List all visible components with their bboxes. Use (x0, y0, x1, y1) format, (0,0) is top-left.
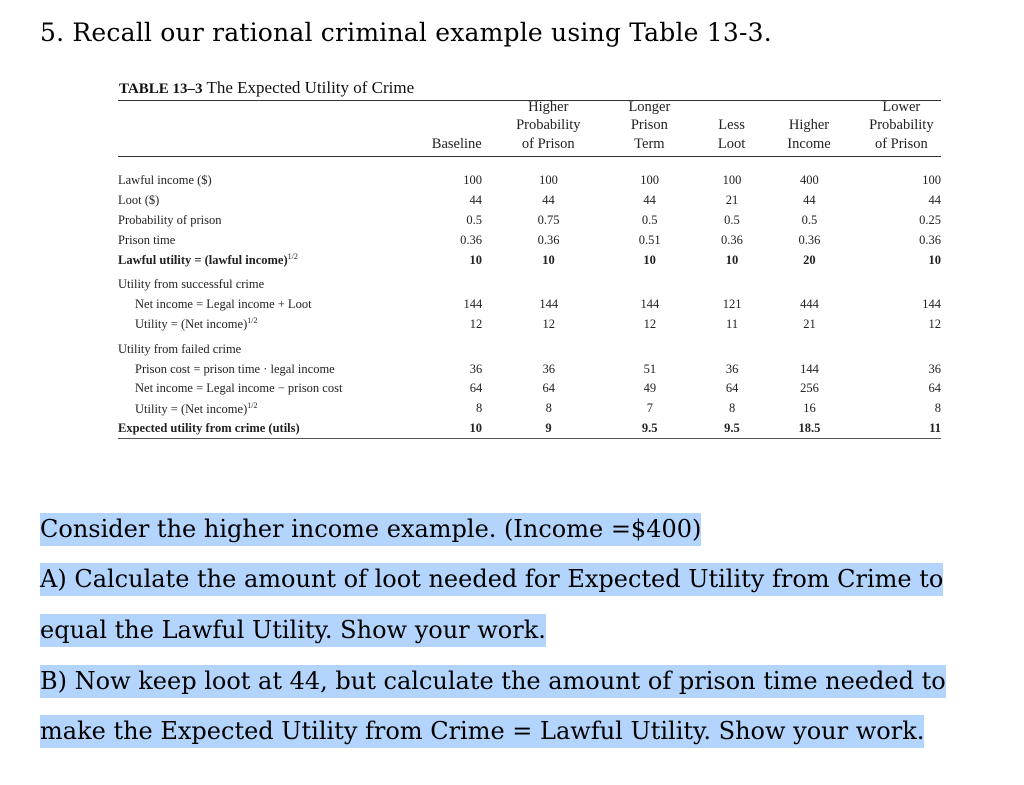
table-cell: 144 (463, 297, 483, 312)
table-cell: 64 (469, 381, 483, 396)
row-label (118, 277, 405, 292)
column-header-0 (404, 98, 484, 154)
table-cell: 144 (922, 297, 941, 312)
column-header-line: Loot (717, 135, 746, 152)
column-header-line (404, 98, 481, 117)
row-label-text: Net income = Legal income − prison cost (135, 381, 343, 396)
table-cell: 0.36 (721, 232, 743, 247)
column-header-line: Baseline (431, 135, 482, 152)
row-label-text: Utility from failed crime (118, 341, 242, 356)
table-cell: 0.5 (466, 212, 482, 227)
table-cell: 0.5 (724, 212, 740, 227)
column-header-2 (606, 98, 693, 154)
table-body (118, 98, 942, 438)
question-line-text: A) Calculate the amount of loot needed for Expected Utility from Crime to (40, 563, 943, 596)
row-label (118, 297, 405, 312)
row-label-text: Utility from successful crime (118, 277, 265, 292)
row-label (118, 381, 405, 396)
column-header-line: of Prison (521, 135, 575, 152)
question-line (40, 565, 943, 593)
row-label-text: Probability of prison (118, 212, 222, 227)
row-label-text: Prison time (118, 232, 176, 247)
table-cell: 9.5 (724, 420, 740, 435)
table-cell: 256 (800, 381, 819, 396)
table-cell: 12 (928, 316, 941, 331)
table-cell: 12 (643, 316, 657, 331)
column-header-1 (485, 98, 606, 154)
column-header-line: Income (787, 135, 831, 152)
table-cell: 18.5 (798, 420, 821, 435)
table-row (118, 339, 941, 359)
row-label-superscript: 1/2 (287, 252, 298, 261)
column-header-line: Term (634, 135, 665, 152)
table-row (118, 230, 941, 250)
table-row (118, 250, 941, 270)
table-cell: 10 (469, 420, 482, 435)
question-line (40, 667, 946, 695)
row-label-text: Utility = (Net income) (135, 317, 248, 332)
question-line-text: make the Expected Utility from Crime = Lawful Utility. Show your work. (40, 715, 924, 748)
table-cell: 400 (800, 173, 819, 188)
row-label (118, 233, 405, 248)
table-cell: 20 (803, 252, 816, 267)
table-cell: 11 (726, 316, 739, 331)
table-row (118, 191, 941, 211)
row-label (118, 401, 405, 417)
table-cell: 12 (469, 316, 483, 331)
row-label (118, 173, 405, 188)
table-cell: 12 (542, 316, 556, 331)
table-cell: 10 (469, 252, 482, 267)
column-header-3 (693, 98, 770, 154)
question-line (40, 515, 701, 543)
table-cell: 0.36 (460, 232, 482, 247)
table-cell: 9 (545, 420, 552, 435)
question-line-text: equal the Lawful Utility. Show your work. (40, 614, 546, 647)
table-row (118, 295, 941, 315)
row-label (118, 193, 405, 208)
header-gap (118, 157, 941, 171)
column-header-line: of Prison (874, 135, 928, 152)
expected-utility-table (118, 78, 941, 439)
table-cell: 0.5 (801, 212, 818, 227)
table-cell: 8 (475, 401, 483, 416)
column-header-line (404, 116, 481, 135)
table-cell: 36 (928, 361, 941, 376)
table-row (118, 359, 941, 379)
table-cell: 51 (643, 361, 657, 376)
table-cell: 0.25 (919, 212, 942, 227)
table-cell: 44 (803, 193, 816, 208)
column-header-line: Higher (528, 98, 569, 115)
table-cell: 10 (643, 252, 656, 267)
row-label-text: Prison cost = prison time · legal income (135, 361, 335, 376)
column-header-line: Probability (869, 117, 934, 133)
table-cell: 10 (725, 252, 739, 267)
column-header-line: Longer (628, 98, 671, 115)
table-cell: 100 (922, 173, 942, 188)
table-cell: 144 (640, 297, 660, 312)
column-header-line (693, 98, 770, 117)
table-cell: 10 (928, 252, 942, 267)
question-line-text: B) Now keep loot at 44, but calculate the amount of prison time needed to (40, 665, 946, 698)
row-label (118, 342, 405, 357)
row-label-text: Loot ($) (118, 193, 160, 208)
table-cell: 64 (542, 381, 556, 396)
table-header-row (118, 98, 941, 156)
row-label (118, 316, 405, 332)
row-label-text: Lawful utility = (lawful income) (118, 253, 288, 268)
table-cell: 64 (928, 381, 941, 396)
table-cell: 0.36 (798, 232, 821, 247)
table-cell: 8 (934, 401, 941, 416)
table-row (118, 379, 941, 399)
question-heading: 5. Recall our rational criminal example using Table 13-3. (40, 18, 772, 47)
table-cell: 100 (722, 173, 742, 188)
table-label: TABLE 13–3 (119, 81, 203, 97)
row-label (118, 252, 405, 268)
table-cell: 64 (725, 381, 739, 396)
table-cell: 0.5 (641, 212, 658, 227)
table-cell: 100 (640, 173, 660, 188)
column-header-line: Probability (516, 117, 581, 133)
table-cell: 0.75 (537, 212, 560, 227)
table-row (118, 419, 941, 439)
table-cell: 21 (725, 193, 739, 208)
column-header-4 (770, 98, 847, 154)
table-cell: 444 (800, 297, 819, 312)
row-label (118, 362, 405, 377)
column-header-line: Lower (882, 98, 921, 115)
table-cell: 49 (643, 381, 657, 396)
table-cell: 44 (542, 193, 555, 208)
table-row (118, 211, 941, 231)
table-cell: 0.36 (537, 232, 560, 247)
column-header-line: Higher (788, 117, 830, 133)
row-label (118, 421, 405, 436)
table-cell: 44 (643, 193, 656, 208)
table-cell: 11 (929, 420, 942, 435)
question-line (40, 616, 546, 644)
table-cell: 44 (928, 193, 942, 208)
table-cell: 8 (728, 401, 736, 416)
table-cell: 0.51 (638, 232, 661, 247)
table-row (118, 275, 941, 295)
table-cell: 8 (545, 401, 552, 416)
row-label-text: Expected utility from crime (utils) (118, 420, 300, 435)
row-label-text: Lawful income ($) (118, 173, 212, 188)
table-cell: 36 (469, 361, 483, 376)
column-header-5 (848, 98, 941, 154)
table-cell: 36 (725, 361, 739, 376)
table-cell: 21 (803, 316, 816, 331)
table-cell: 121 (722, 297, 742, 312)
table-cell: 100 (539, 173, 558, 188)
row-label-superscript: 1/2 (247, 316, 258, 326)
question-line (40, 717, 924, 745)
table-cell: 100 (463, 173, 482, 188)
column-header-line: Prison (630, 117, 668, 133)
table-cell: 7 (646, 401, 653, 416)
column-header-line: Less (718, 117, 745, 133)
table-row (118, 399, 941, 419)
row-label-text: Utility = (Net income) (135, 401, 248, 416)
table-cell: 36 (542, 361, 556, 376)
table-title-text: The Expected Utility of Crime (206, 78, 415, 97)
table-row (118, 315, 941, 335)
row-label-text: Net income = Legal income + Loot (135, 297, 312, 312)
table-row (118, 171, 941, 191)
table-cell: 9.5 (641, 420, 658, 435)
column-header-line (770, 98, 847, 117)
row-label-superscript: 1/2 (247, 400, 258, 410)
table-cell: 144 (539, 297, 559, 312)
table-cell: 0.36 (919, 232, 942, 247)
table-cell: 10 (542, 252, 555, 267)
table-cell: 144 (800, 361, 819, 376)
table-bottom-rule (118, 438, 941, 439)
row-label (118, 213, 405, 228)
table-cell: 44 (469, 193, 482, 208)
question-line-text: Consider the higher income example. (Income =$400) (40, 513, 701, 546)
table-cell: 16 (803, 401, 816, 416)
